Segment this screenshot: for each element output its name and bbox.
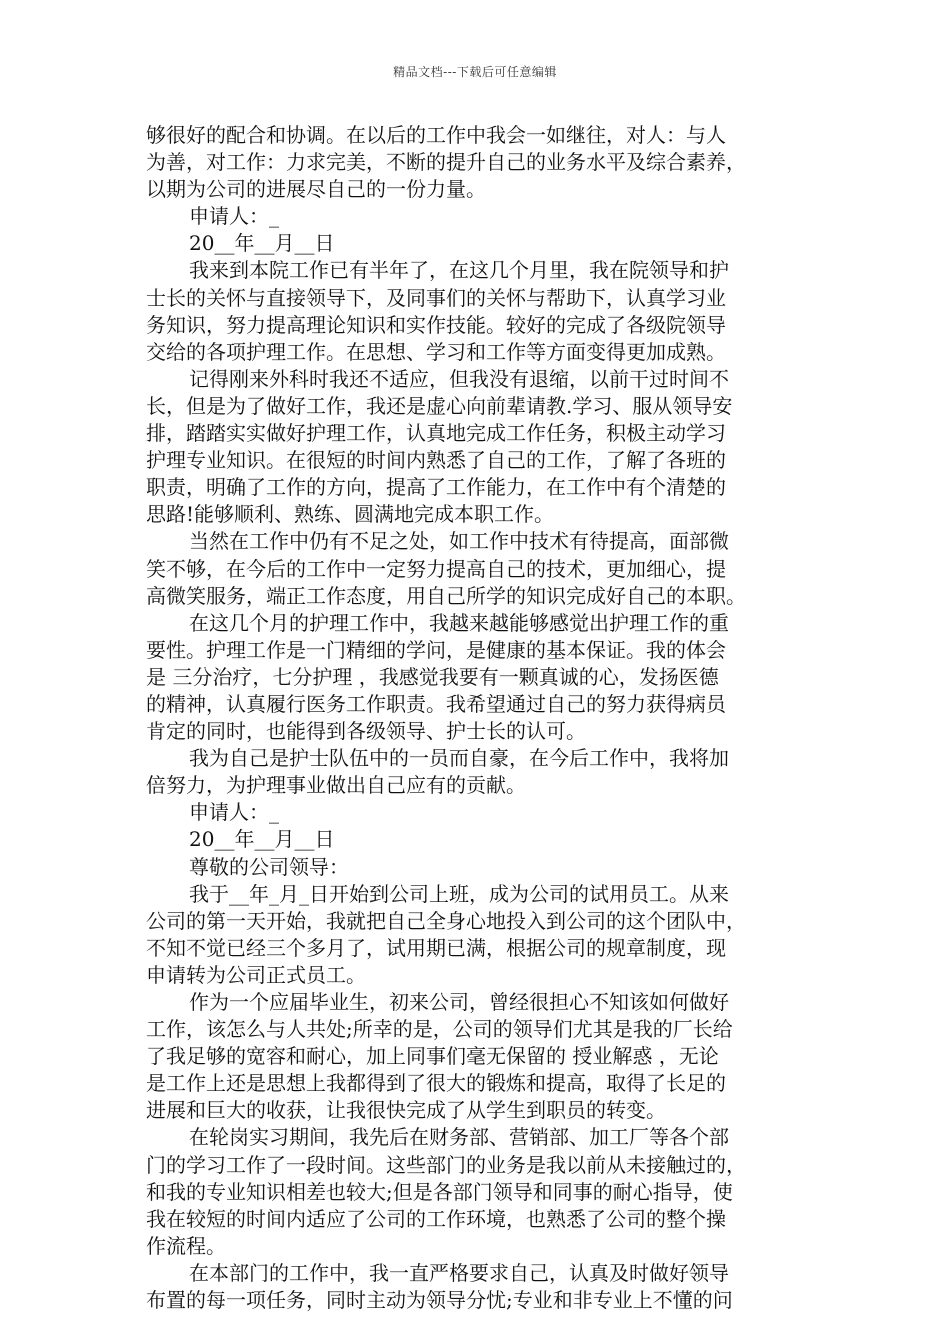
paragraph — [146, 122, 806, 203]
paragraph — [146, 1260, 806, 1314]
text-line: 的精神，认真履行医务工作职责。我希望通过自己的努力获得病员 — [146, 691, 726, 716]
paragraph — [146, 1124, 806, 1259]
paragraph — [146, 854, 806, 881]
text-line: 思路!能够顺利、熟练、圆满地完成本职工作。 — [146, 502, 555, 527]
text-line: 高微笑服务，端正工作态度，用自己所学的知识完成好自己的本职。 — [146, 583, 746, 608]
text-line: 护理专业知识。在很短的时间内熟悉了自己的工作，了解了各班的 — [146, 448, 726, 473]
text-line: 公司的第一天开始，我就把自己全身心地投入到公司的这个团队中， — [146, 908, 746, 933]
document-body — [146, 122, 806, 1314]
text-line: 我在较短的时间内适应了公司的工作环境，也熟悉了公司的整个操 — [146, 1206, 726, 1231]
text-line: 士长的关怀与直接领导下，及同事们的关怀与帮助下，认真学习业 — [146, 285, 726, 310]
text-line: 尊敬的公司领导： — [189, 854, 349, 879]
text-line: 当然在工作中仍有不足之处，如工作中技术有待提高，面部微 — [189, 529, 729, 554]
text-line: 进展和巨大的收获，让我很快完成了从学生到职员的转变。 — [146, 1098, 666, 1123]
text-line: 肯定的同时，也能得到各级领导、护士长的认可。 — [146, 719, 586, 744]
text-line: 长，但是为了做好工作，我还是虚心向前辈请教.学习、服从领导安 — [146, 393, 733, 418]
page-header: 精品文档---下载后可任意编辑 — [393, 65, 557, 79]
text-line: 20__年__月__日 — [189, 827, 335, 852]
text-line: 在轮岗实习期间，我先后在财务部、营销部、加工厂等各个部 — [189, 1125, 729, 1150]
text-line: 排，踏踏实实做好护理工作，认真地完成工作任务，积极主动学习 — [146, 421, 726, 446]
paragraph — [146, 528, 806, 609]
text-line: 我为自己是护士队伍中的一员而自豪，在今后工作中，我将加 — [189, 746, 729, 771]
text-line: 务知识，努力提高理论知识和实作技能。较好的完成了各级院领导 — [146, 312, 726, 337]
text-line: 要性。护理工作是一门精细的学问，是健康的基本保证。我的体会 — [146, 637, 726, 662]
text-line: 作为一个应届毕业生，初来公司，曾经很担心不知该如何做好 — [189, 990, 729, 1014]
text-line: 申请人：_ — [189, 800, 279, 825]
text-line: 笑不够，在今后的工作中一定努力提高自己的技术，更加细心，提 — [146, 556, 726, 581]
text-line: 在这几个月的护理工作中，我越来越能够感觉出护理工作的重 — [189, 610, 729, 635]
paragraph — [146, 610, 806, 745]
text-line: 是工作上还是思想上我都得到了很大的锻炼和提高，取得了长足的 — [146, 1071, 726, 1096]
text-line: 职责，明确了工作的方向，提高了工作能力，在工作中有个清楚的 — [146, 475, 726, 500]
paragraph — [146, 257, 806, 365]
paragraph — [146, 826, 806, 853]
text-line: 布置的每一项任务，同时主动为领导分忧;专业和非专业上不懂的问 — [146, 1288, 733, 1313]
text-line: 不知不觉已经三个多月了，试用期已满，根据公司的规章制度，现 — [146, 935, 726, 960]
text-line: 20__年__月__日 — [189, 231, 335, 256]
text-line: 是 三分治疗，七分护理 ，我感觉我要有一颗真诚的心，发扬医德 — [146, 664, 719, 689]
paragraph — [146, 230, 806, 257]
text-line: 为善，对工作：力求完美，不断的提升自己的业务水平及综合素养， — [146, 150, 746, 175]
text-line: 我于__年_月_日开始到公司上班，成为公司的试用员工。从来 — [189, 881, 729, 906]
text-line: 交给的各项护理工作。在思想、学习和工作等方面变得更加成熟。 — [146, 339, 726, 364]
text-line: 工作，该怎么与人共处;所幸的是，公司的领导们尤其是我的厂长给 — [146, 1017, 733, 1042]
text-line: 够很好的配合和协调。在以后的工作中我会一如继往，对人：与人 — [146, 123, 726, 147]
paragraph — [146, 745, 806, 799]
paragraph — [146, 203, 806, 230]
text-line: 申请人：_ — [189, 204, 279, 229]
paragraph — [146, 799, 806, 826]
text-line: 了我足够的宽容和耐心，加上同事们毫无保留的 授业解惑 ，无论 — [146, 1044, 719, 1069]
text-line: 作流程。 — [146, 1233, 226, 1258]
text-line: 倍努力，为护理事业做出自己应有的贡献。 — [146, 773, 526, 798]
text-line: 门的学习工作了一段时间。这些部门的业务是我以前从未接触过的， — [146, 1152, 746, 1177]
text-line: 以期为公司的进展尽自己的一份力量。 — [146, 177, 486, 202]
paragraph — [146, 989, 806, 1124]
text-line: 申请转为公司正式员工。 — [146, 962, 366, 987]
text-line: 和我的专业知识相差也较大;但是各部门领导和同事的耐心指导，使 — [146, 1179, 733, 1204]
paragraph — [146, 366, 806, 529]
text-line: 我来到本院工作已有半年了，在这几个月里，我在院领导和护 — [189, 258, 729, 283]
text-line: 记得刚来外科时我还不适应，但我没有退缩，以前干过时间不 — [189, 366, 729, 391]
paragraph — [146, 881, 806, 989]
text-line: 在本部门的工作中，我一直严格要求自己，认真及时做好领导 — [189, 1260, 729, 1285]
